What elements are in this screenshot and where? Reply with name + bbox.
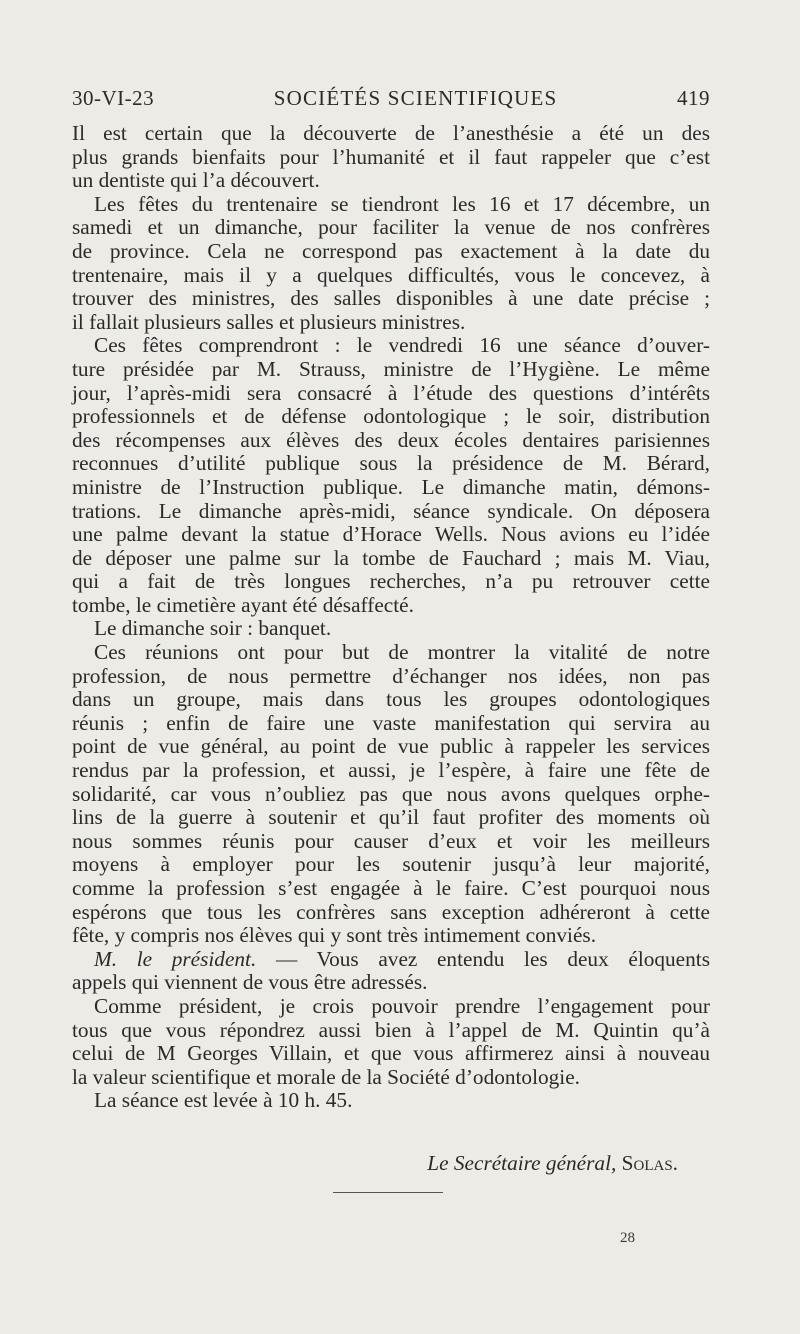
text-line: appels qui viennent de vous être adressés.	[72, 970, 428, 995]
text-line: trentenaire, mais il y a quelques difficultés, vous le concevez, à	[72, 262, 710, 287]
text-line: trouver des ministres, des salles disponibles à une date précise ;	[72, 286, 710, 311]
text-line: la valeur scientifique et morale de la Société d’odontologie.	[72, 1064, 580, 1089]
header-title: SOCIÉTÉS SCIENTIFIQUES	[273, 86, 558, 110]
text-line: de déposer une palme sur la tombe de Fauchard ; mais M. Viau,	[72, 545, 710, 570]
text-line: profession, de nous permettre d’échanger nos idées, non pas	[72, 663, 710, 688]
text-line: rendus par la profession, et aussi, je l’espère, à faire une fête de	[72, 758, 710, 783]
text-line: Comme président, je crois pouvoir prendre l’engagement pour	[94, 993, 710, 1018]
text-line: lins de la guerre à soutenir et qu’il faut profiter des moments où	[72, 805, 710, 830]
text-line: jour, l’après-midi sera consacré à l’étude des questions d’intérêts	[72, 380, 710, 405]
page-number: 419	[676, 86, 710, 110]
header-date: 30-VI-23	[72, 86, 155, 110]
speaker-text: — Vous avez entendu les deux éloquents	[275, 946, 710, 971]
text-line: celui de M Georges Villain, et que vous affirmerez ainsi à nouveau	[72, 1041, 710, 1066]
text-line: il fallait plusieurs salles et plusieurs ministres.	[72, 309, 466, 334]
text-line: réunis ; enfin de faire une vaste manifestation qui servira au	[72, 710, 710, 735]
text-line: tombe, le cimetière ayant été désaffecté.	[72, 592, 414, 617]
text-line: des récompenses aux élèves des deux écoles dentaires parisiennes	[72, 427, 710, 452]
text-line: Les fêtes du trentenaire se tiendront les 16 et 17 décembre, un	[94, 191, 710, 216]
divider	[333, 1192, 443, 1193]
text-line: dans un groupe, mais dans tous les groupes odontologiques	[72, 687, 710, 712]
text-line: de province. Cela ne correspond pas exactement à la date du	[72, 238, 710, 263]
signature-name: Solas.	[621, 1151, 678, 1175]
text-line: plus grands bienfaits pour l’humanité et il faut rappeler que c’est	[72, 144, 710, 169]
text-line: ture présidée par M. Strauss, ministre de l’Hygiène. Le même	[72, 356, 710, 381]
text-line: tous que vous répondrez aussi bien à l’appel de M. Quintin qu’à	[72, 1017, 710, 1042]
running-head	[72, 86, 710, 111]
signature	[427, 1151, 678, 1176]
speaker-name: M. le président.	[94, 946, 257, 971]
text-line: espérons que tous les confrères sans exception adhéreront à cette	[72, 899, 710, 924]
text-line: une palme devant la statue d’Horace Wells. Nous avions eu l’idée	[72, 522, 710, 547]
text-line: moyens à employer pour les soutenir jusqu’à leur majorité,	[72, 852, 710, 877]
text-line: trations. Le dimanche après-midi, séance syndicale. On déposera	[72, 498, 710, 523]
text-line: comme la profession s’est engagée à le faire. C’est pourquoi nous	[72, 876, 710, 900]
text-line: fête, y compris nos élèves qui y sont très intimement conviés.	[72, 923, 597, 948]
text-line: Il est certain que la découverte de l’anesthésie a été un des	[72, 121, 710, 145]
text-line: samedi et un dimanche, pour faciliter la venue de nos confrères	[72, 215, 710, 240]
text-line: nous sommes réunis pour causer d’eux et voir les meilleurs	[72, 828, 710, 853]
speaker-line	[72, 948, 710, 972]
text-line: qui a fait de très longues recherches, n’a pu retrouver cette	[72, 569, 710, 594]
text-line: Le dimanche soir : banquet.	[94, 616, 332, 641]
signature-role: Le Secrétaire général,	[427, 1151, 617, 1175]
text-line: un dentiste qui l’a découvert.	[72, 168, 320, 193]
body-text	[72, 122, 710, 1113]
text-line: reconnues d’utilité publique sous la présidence de M. Bérard,	[72, 451, 710, 476]
text-line: professionnels et de défense odontologique ; le soir, distribution	[72, 404, 710, 429]
text-line: Ces réunions ont pour but de montrer la vitalité de notre	[94, 640, 710, 665]
text-line: point de vue général, au point de vue public à rappeler les services	[72, 734, 710, 759]
text-line: La séance est levée à 10 h. 45.	[94, 1088, 353, 1113]
text-line: solidarité, car vous n’oubliez pas que nous avons quelques orphe-	[72, 781, 710, 806]
text-line: Ces fêtes comprendront : le vendredi 16 une séance d’ouver-	[94, 333, 710, 358]
text-line: ministre de l’Instruction publique. Le dimanche matin, démons-	[72, 474, 710, 499]
signature-mark: 28	[620, 1230, 635, 1246]
